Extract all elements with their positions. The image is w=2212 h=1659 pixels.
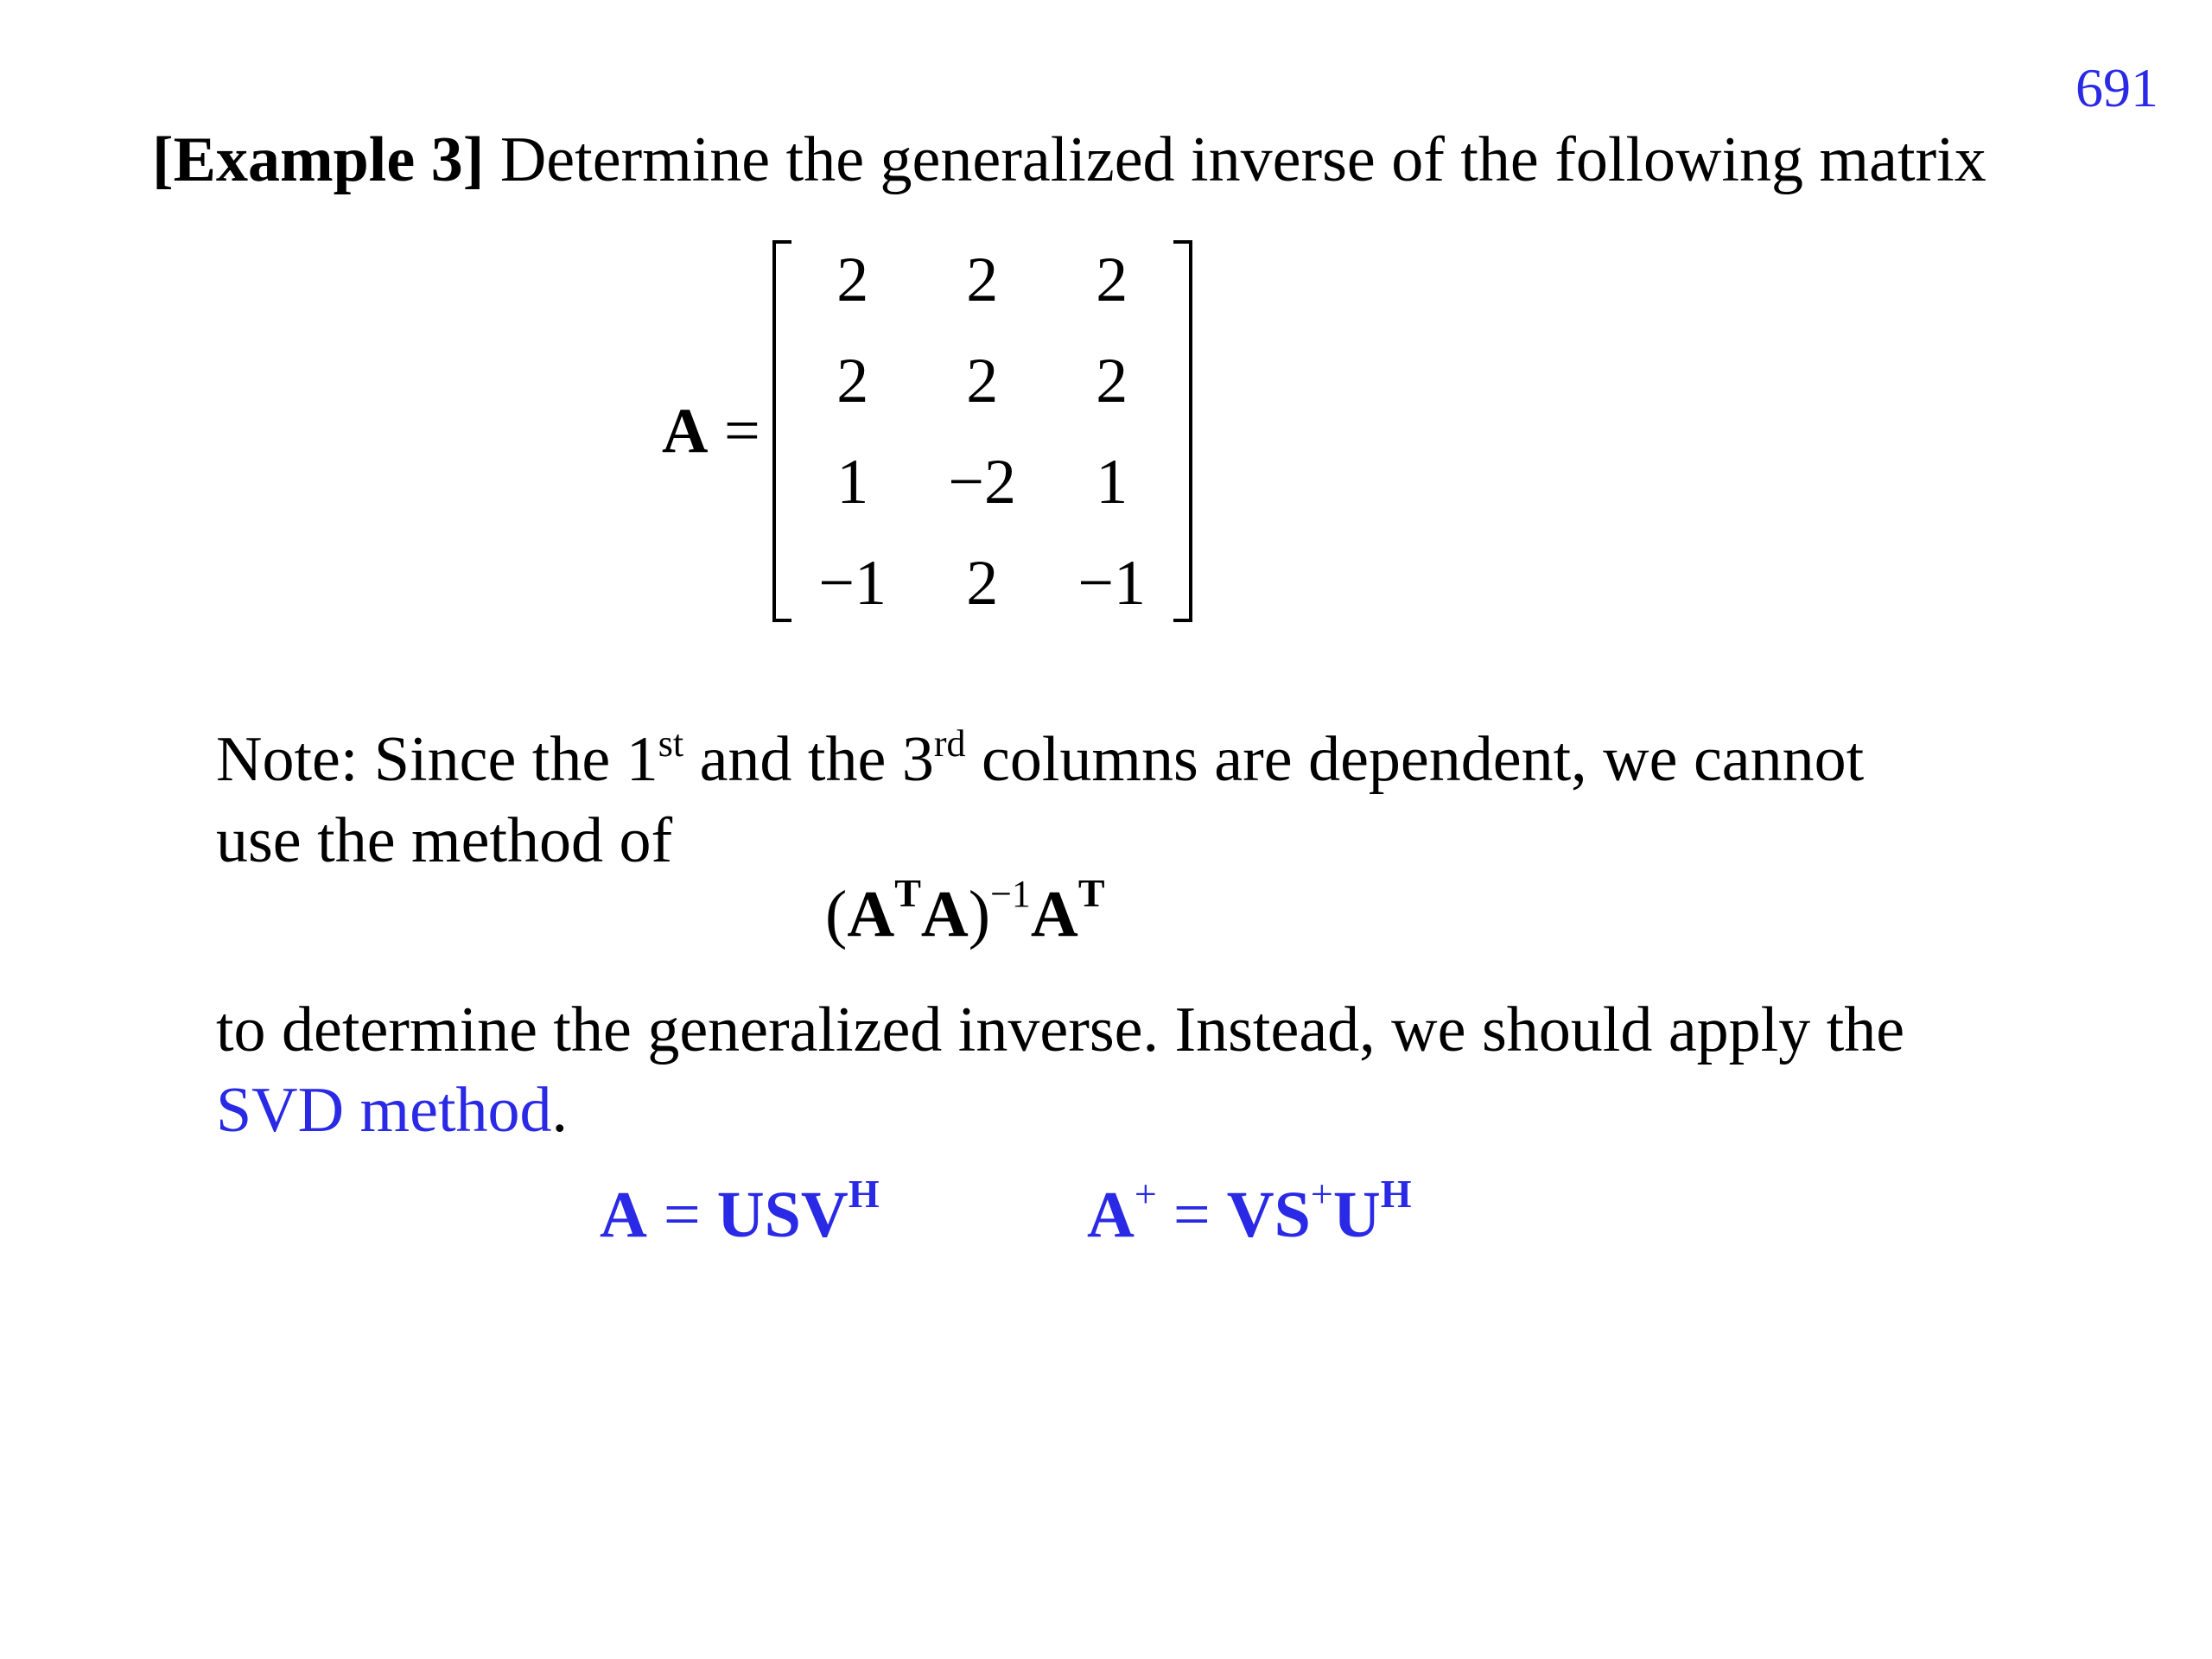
svd-hermitian: H	[848, 1172, 880, 1216]
formula-transpose: T	[1077, 871, 1105, 915]
matrix-symbol: A	[662, 396, 709, 467]
formula-inverse-exponent: −1	[990, 873, 1031, 915]
svd-lhs: A	[600, 1179, 647, 1251]
note-prefix: Note: Since the 1	[216, 724, 658, 795]
pinv-vs: VS	[1226, 1179, 1311, 1251]
matrix-equals: =	[708, 396, 760, 467]
conclusion-period: .	[551, 1075, 568, 1146]
svd-rhs: USV	[716, 1179, 849, 1251]
formula-a: A	[920, 878, 969, 950]
page-number: 691	[2075, 57, 2158, 118]
note-line-1	[216, 722, 1865, 795]
matrix-cell: 1	[1096, 446, 1128, 518]
formula-a: A	[1030, 878, 1078, 950]
matrix-cell: −2	[948, 446, 1017, 518]
note-line-2: use the method of	[216, 805, 673, 876]
matrix-cell: 2	[966, 244, 999, 315]
right-bracket	[1173, 240, 1192, 622]
matrix-equation	[662, 240, 1192, 622]
matrix-cell: 2	[1096, 244, 1128, 315]
matrix-cell: 2	[836, 244, 869, 315]
example-heading	[152, 124, 1986, 195]
pseudo-inverse-svd-equation	[1087, 1172, 1412, 1251]
matrix-cell: −1	[1077, 547, 1147, 619]
formula-a: A	[847, 878, 895, 950]
pinv-equals: =	[1156, 1179, 1227, 1251]
matrix-cell: 2	[966, 547, 999, 619]
pinv-plus: +	[1134, 1172, 1157, 1216]
svd-decomposition-equation	[600, 1172, 880, 1251]
pinv-s-plus: +	[1310, 1172, 1333, 1216]
svd-equals: =	[646, 1179, 717, 1251]
pinv-hermitian: H	[1380, 1172, 1412, 1216]
pinv-u: U	[1332, 1179, 1381, 1251]
ordinal-rd: rd	[933, 722, 966, 765]
svd-method-link: SVD method	[216, 1075, 552, 1146]
formula-transpose: T	[894, 871, 921, 915]
matrix-cell: 2	[836, 345, 869, 416]
pseudo-inverse-formula	[825, 871, 1105, 950]
matrix-grid	[788, 229, 1177, 633]
ordinal-st: st	[658, 722, 684, 765]
example-tag: [Example 3]	[152, 124, 485, 195]
note-suffix: columns are dependent, we cannot	[965, 724, 1865, 795]
matrix-lhs	[662, 396, 760, 467]
matrix-cell: 1	[836, 446, 869, 518]
pinv-lhs: A	[1087, 1179, 1135, 1251]
matrix-cell: 2	[1096, 345, 1128, 416]
note-middle: and the 3	[683, 724, 934, 795]
matrix-cell: −1	[818, 547, 887, 619]
formula-open-paren: (	[825, 878, 848, 950]
conclusion-line-2	[216, 1075, 568, 1146]
example-text: Determine the generalized inverse of the following matrix	[484, 124, 1986, 195]
matrix-cell: 2	[966, 345, 999, 416]
formula-close-paren: )	[968, 878, 991, 950]
conclusion-line-1: to determine the generalized inverse. Instead, we should apply the	[216, 995, 1905, 1065]
